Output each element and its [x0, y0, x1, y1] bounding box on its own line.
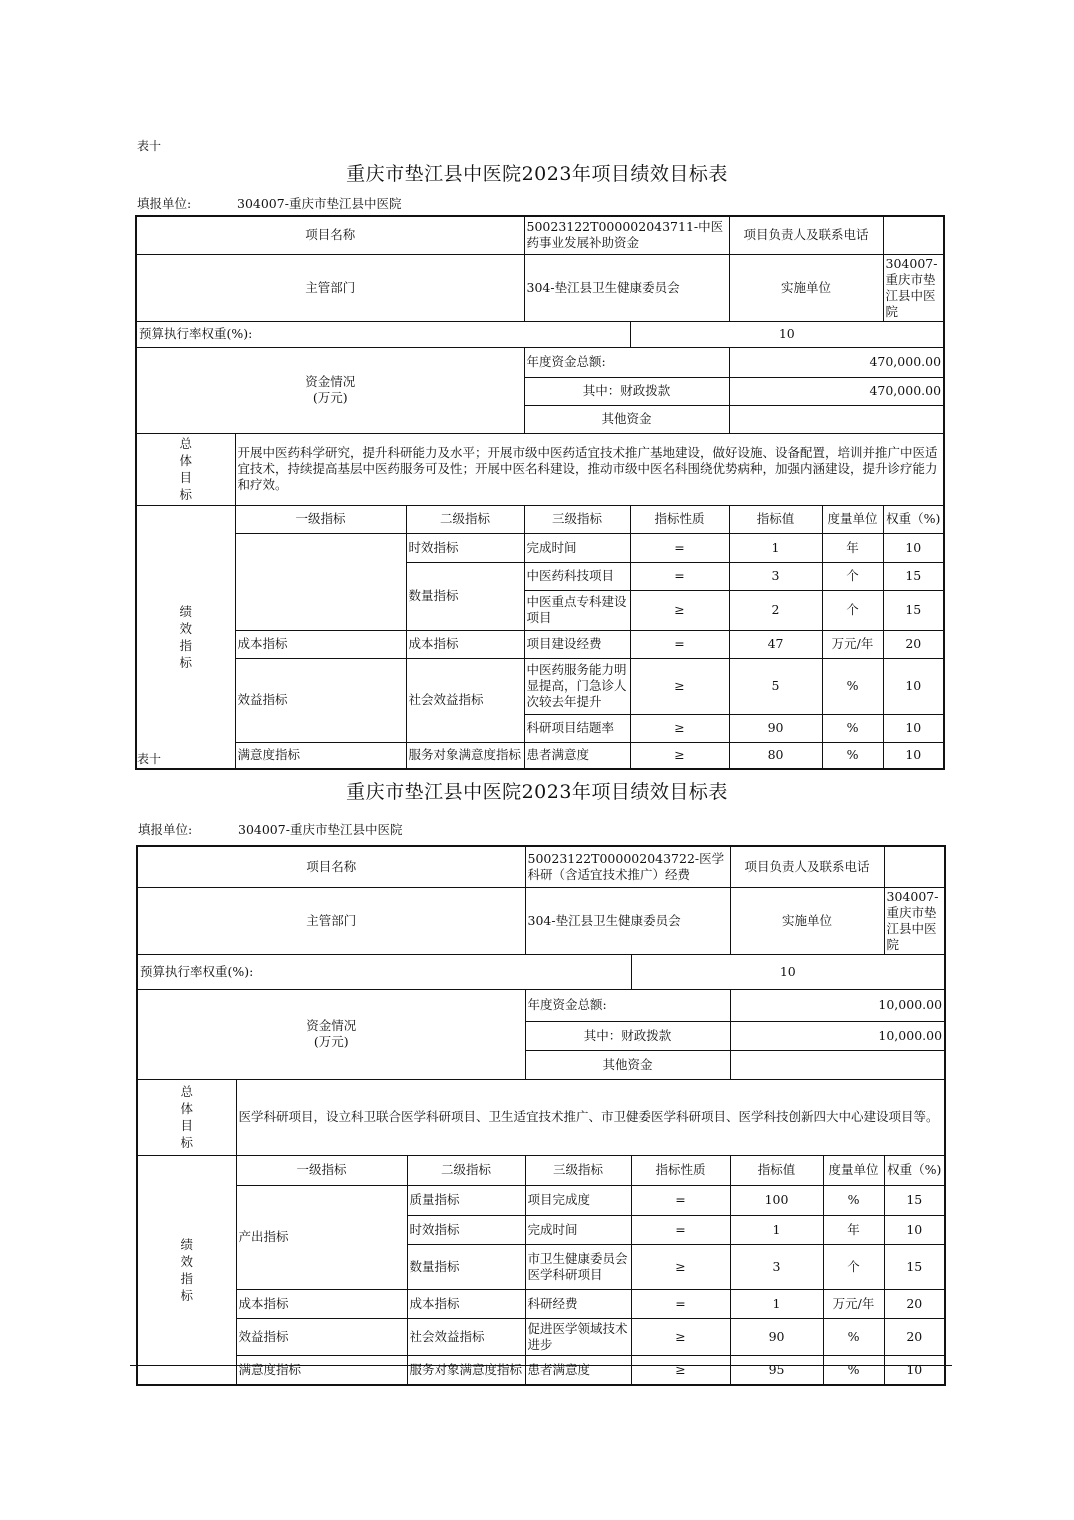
budget-weight-label: 预算执行率权重(%):: [137, 954, 631, 989]
l3-cell: 科研经费: [525, 1289, 631, 1318]
unit-cell: %: [823, 1185, 884, 1215]
goal-label-char: 体: [180, 1101, 193, 1116]
fund-fiscal-value: 10,000.00: [730, 1021, 945, 1050]
value-cell: 2: [729, 590, 822, 630]
nature-cell: ≥: [631, 1355, 730, 1385]
value-cell: 47: [729, 630, 822, 658]
table-row: [137, 1185, 945, 1215]
fill-unit-label: 填报单位:: [138, 822, 193, 837]
l1-cell: 成本指标: [235, 630, 406, 658]
table-tag: 表十: [137, 752, 162, 766]
table-row: [136, 630, 944, 658]
contact-value: [884, 846, 945, 887]
unit-cell: %: [823, 1355, 884, 1385]
l2-cell: 社会效益指标: [407, 1318, 525, 1355]
fund-label-line1: 资金情况: [306, 1018, 357, 1033]
l2-cell: 服务对象满意度指标: [406, 742, 524, 769]
fund-fiscal-label: 其中：财政拨款: [525, 1021, 730, 1050]
value-cell: 3: [730, 1244, 823, 1289]
weight-cell: 15: [884, 1185, 945, 1215]
header-weight: 权重（%): [883, 505, 944, 533]
perf-label: [136, 505, 235, 769]
goal-label-char: 标: [179, 487, 192, 502]
fund-other-value: [729, 405, 944, 433]
impl-value: 304007-重庆市垫江县中医院: [884, 887, 945, 954]
fund-label-line2: (万元): [313, 1034, 349, 1049]
weight-cell: 20: [884, 1289, 945, 1318]
goal-text: 医学科研项目，设立科卫联合医学科研项目、卫生适宜技术推广、市卫健委医学科研项目、医学科技创新四大中心建设项目等。: [236, 1079, 945, 1155]
l2-cell: 社会效益指标: [406, 658, 524, 742]
unit-cell: 万元/年: [823, 1289, 884, 1318]
dept-value: 304-垫江县卫生健康委员会: [524, 254, 729, 321]
header-l3: 三级指标: [524, 505, 630, 533]
goal-label: [136, 433, 235, 505]
goal-label-char: 总: [180, 1084, 193, 1099]
fund-total-value: 10,000.00: [730, 989, 945, 1021]
header-value: 指标值: [729, 505, 822, 533]
budget-weight-label: 预算执行率权重(%):: [136, 321, 630, 347]
header-nature: 指标性质: [630, 505, 729, 533]
goal-label-char: 目: [179, 470, 192, 485]
l2-cell: 成本指标: [406, 630, 524, 658]
weight-cell: 15: [883, 590, 944, 630]
contact-label: 项目负责人及联系电话: [729, 216, 883, 254]
l1-cell: 效益指标: [236, 1318, 407, 1355]
goal-label-char: 标: [180, 1135, 193, 1150]
fund-label-line1: 资金情况: [305, 374, 356, 389]
nature-cell: =: [631, 1185, 730, 1215]
weight-cell: 20: [884, 1318, 945, 1355]
l1-cell: 产出指标: [236, 1185, 407, 1289]
fund-fiscal-value: 470,000.00: [729, 377, 944, 405]
l2-cell: 服务对象满意度指标: [407, 1355, 525, 1385]
weight-cell: 10: [883, 533, 944, 562]
weight-cell: 10: [884, 1215, 945, 1244]
impl-value: 304007-重庆市垫江县中医院: [883, 254, 944, 321]
l3-cell: 中医药服务能力明显提高，门急诊人次较去年提升: [524, 658, 630, 714]
l3-cell: 中医药科技项目: [524, 562, 630, 590]
fill-unit-value: 304007-重庆市垫江县中医院: [237, 196, 402, 211]
l1-cell: 满意度指标: [235, 742, 406, 769]
value-cell: 90: [729, 714, 822, 742]
value-cell: 5: [729, 658, 822, 714]
project-name-value: 50023122T000002043711-中医药事业发展补助资金: [524, 216, 729, 254]
perf-label-char: 效: [180, 1253, 193, 1269]
fund-label: [136, 347, 524, 433]
nature-cell: ≥: [631, 1318, 730, 1355]
l2-cell: 时效指标: [407, 1215, 525, 1244]
table-row: [136, 742, 944, 769]
weight-cell: 10: [883, 658, 944, 714]
value-cell: 1: [729, 533, 822, 562]
project-name-value: 50023122T000002043722-医学科研（含适宜技术推广）经费: [525, 846, 730, 887]
fund-total-label: 年度资金总额:: [525, 989, 730, 1021]
fund-label-line2: (万元): [312, 390, 348, 405]
fund-total-label: 年度资金总额:: [524, 347, 729, 377]
budget-weight-value: 10: [630, 321, 944, 347]
value-cell: 95: [730, 1355, 823, 1385]
l3-cell: 患者满意度: [524, 742, 630, 769]
perf-label-char: 标: [180, 1287, 193, 1303]
perf-label-char: 效: [179, 620, 192, 636]
table-row: [136, 533, 944, 562]
unit-cell: %: [822, 714, 883, 742]
l3-cell: 中医重点专科建设项目: [524, 590, 630, 630]
nature-cell: ≥: [631, 1244, 730, 1289]
table-row: [137, 1318, 945, 1355]
goal-label-char: 总: [179, 436, 192, 451]
fund-other-label: 其他资金: [525, 1050, 730, 1079]
l1-cell: 效益指标: [235, 658, 406, 742]
fund-fiscal-label: 其中：财政拨款: [524, 377, 729, 405]
nature-cell: =: [631, 1215, 730, 1244]
goal-text: 开展中医药科学研究，提升科研能力及水平；开展市级中医药适宜技术推广基地建设，做好设施、设备配置，培训并推广中医适宜技术，持续提高基层中医药服务可及性；开展中医名科建设，推动市级中医名科围绕优势病种，加强内涵建设，提升诊疗能力和疗效。: [235, 433, 944, 505]
unit-cell: %: [822, 658, 883, 714]
perf-label: [137, 1155, 236, 1385]
weight-cell: 15: [883, 562, 944, 590]
value-cell: 80: [729, 742, 822, 769]
weight-cell: 20: [883, 630, 944, 658]
perf-label-char: 指: [179, 637, 192, 653]
l3-cell: 项目建设经费: [524, 630, 630, 658]
l3-cell: 完成时间: [525, 1215, 631, 1244]
l1-cell: 满意度指标: [236, 1355, 407, 1385]
bottom-rule: [130, 1365, 952, 1366]
l1-cell: 成本指标: [236, 1289, 407, 1318]
l3-cell: 项目完成度: [525, 1185, 631, 1215]
fund-other-label: 其他资金: [524, 405, 729, 433]
nature-cell: =: [630, 533, 729, 562]
impl-label: 实施单位: [730, 887, 884, 954]
goal-table: [136, 845, 946, 1386]
header-l1: 一级指标: [236, 1155, 407, 1185]
l2-cell: 数量指标: [406, 562, 524, 630]
perf-label-char: 绩: [180, 1236, 193, 1252]
fund-total-value: 470,000.00: [729, 347, 944, 377]
header-value: 指标值: [730, 1155, 823, 1185]
l2-cell: 质量指标: [407, 1185, 525, 1215]
header-unit: 度量单位: [822, 505, 883, 533]
l1-cell: [235, 533, 406, 630]
l3-cell: 完成时间: [524, 533, 630, 562]
l3-cell: 促进医学领域技术进步: [525, 1318, 631, 1355]
dept-label: 主管部门: [137, 887, 525, 954]
l2-cell: 时效指标: [406, 533, 524, 562]
l3-cell: 患者满意度: [525, 1355, 631, 1385]
l2-cell: 成本指标: [407, 1289, 525, 1318]
fill-unit-label: 填报单位:: [137, 196, 192, 211]
value-cell: 1: [730, 1289, 823, 1318]
header-l2: 二级指标: [406, 505, 524, 533]
nature-cell: ≥: [630, 742, 729, 769]
unit-cell: %: [822, 742, 883, 769]
goal-table: [135, 215, 945, 770]
fill-unit-value: 304007-重庆市垫江县中医院: [238, 822, 403, 837]
nature-cell: =: [630, 630, 729, 658]
unit-cell: %: [823, 1318, 884, 1355]
header-nature: 指标性质: [631, 1155, 730, 1185]
unit-cell: 年: [823, 1215, 884, 1244]
dept-label: 主管部门: [136, 254, 524, 321]
table-title: 重庆市垫江县中医院2023年项目绩效目标表: [346, 781, 728, 803]
fund-other-value: [730, 1050, 945, 1079]
l3-cell: 科研项目结题率: [524, 714, 630, 742]
project-name-label: 项目名称: [136, 216, 524, 254]
value-cell: 90: [730, 1318, 823, 1355]
nature-cell: ≥: [630, 714, 729, 742]
unit-cell: 万元/年: [822, 630, 883, 658]
budget-weight-value: 10: [631, 954, 945, 989]
nature-cell: =: [631, 1289, 730, 1318]
header-l3: 三级指标: [525, 1155, 631, 1185]
goal-label-char: 目: [180, 1118, 193, 1133]
value-cell: 1: [730, 1215, 823, 1244]
unit-cell: 个: [822, 590, 883, 630]
value-cell: 3: [729, 562, 822, 590]
unit-cell: 年: [822, 533, 883, 562]
header-l2: 二级指标: [407, 1155, 525, 1185]
table-tag: 表十: [137, 139, 162, 153]
weight-cell: 10: [884, 1355, 945, 1385]
nature-cell: ≥: [630, 590, 729, 630]
l3-cell: 市卫生健康委员会医学科研项目: [525, 1244, 631, 1289]
table-row: [137, 1355, 945, 1385]
unit-cell: 个: [822, 562, 883, 590]
l2-cell: 数量指标: [407, 1244, 525, 1289]
table-row: [136, 658, 944, 714]
weight-cell: 10: [883, 714, 944, 742]
contact-value: [883, 216, 944, 254]
weight-cell: 10: [883, 742, 944, 769]
nature-cell: =: [630, 562, 729, 590]
perf-label-char: 绩: [179, 603, 192, 619]
perf-label-char: 标: [179, 654, 192, 670]
goal-label-char: 体: [179, 453, 192, 468]
header-weight: 权重（%): [884, 1155, 945, 1185]
unit-cell: 个: [823, 1244, 884, 1289]
perf-label-char: 指: [180, 1270, 193, 1286]
dept-value: 304-垫江县卫生健康委员会: [525, 887, 730, 954]
table-row: [137, 1289, 945, 1318]
value-cell: 100: [730, 1185, 823, 1215]
goal-label: [137, 1079, 236, 1155]
project-name-label: 项目名称: [137, 846, 525, 887]
weight-cell: 15: [884, 1244, 945, 1289]
header-unit: 度量单位: [823, 1155, 884, 1185]
header-l1: 一级指标: [235, 505, 406, 533]
fund-label: [137, 989, 525, 1079]
nature-cell: ≥: [630, 658, 729, 714]
table-title: 重庆市垫江县中医院2023年项目绩效目标表: [346, 163, 728, 185]
contact-label: 项目负责人及联系电话: [730, 846, 884, 887]
impl-label: 实施单位: [729, 254, 883, 321]
